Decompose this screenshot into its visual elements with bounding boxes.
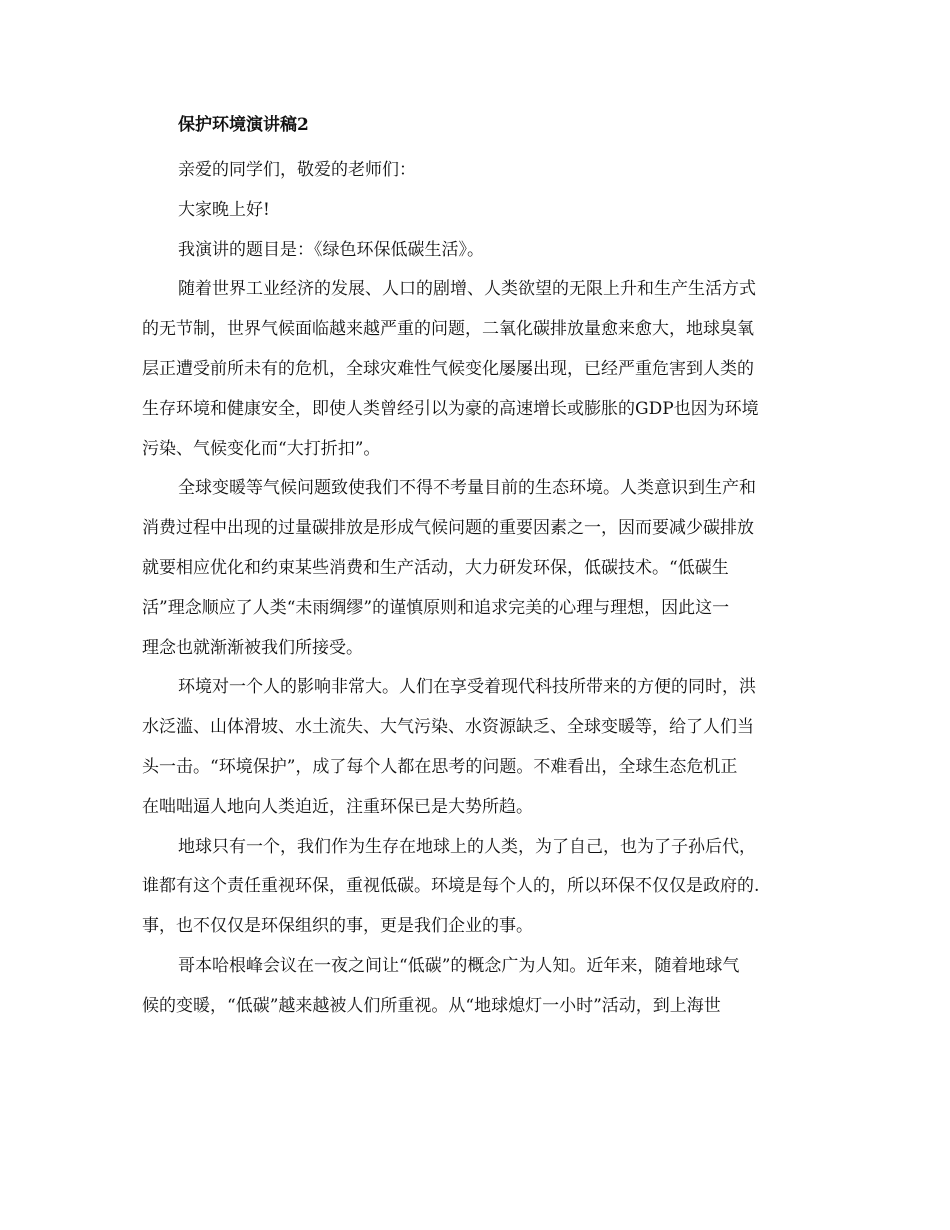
text-line: 候的变暖，“低碳”越来越被人们所重视。从“地球熄灯一小时”活动，到上海世: [142, 995, 721, 1016]
text-line: 活”理念顺应了人类“未雨绸缪”的谨慎原则和追求完美的心理与理想，因此这一: [142, 597, 730, 618]
text-line: 就要相应优化和约束某些消费和生产活动，大力研发环保，低碳技术。“低碳生: [142, 558, 729, 578]
text-line: 的无节制，世界气候面临越来越严重的问题，二氧化碳排放量愈来愈大，地球臭氧: [142, 319, 754, 340]
text-line: 地球只有一个，我们作为生存在地球上的人类，为了自己，也为了子孙后代，: [178, 836, 756, 857]
text-line: 我演讲的题目是：《绿色环保低碳生活》。: [178, 239, 484, 260]
text-line: 水泛滥、山体滑坡、水土流失、大气污染、水资源缺乏、全球变暖等，给了人们当: [142, 717, 754, 738]
text-line: 全球变暖等气候问题致使我们不得不考量目前的生态环境。人类意识到生产和: [178, 478, 756, 499]
text-line: 生存环境和健康安全，即使人类曾经引以为豪的高速增长或膨胀的GDP也因为环境: [142, 398, 759, 419]
text-line: 哥本哈根峰会议在一夜之间让“低碳”的概念广为人知。近年来，随着地球气: [178, 956, 740, 976]
text-line: 谁都有这个责任重视环保，重视低碳。环境是每个人的，所以环保不仅仅是政府的.: [142, 876, 760, 897]
text-line: 理念也就渐渐被我们所接受。: [142, 637, 363, 658]
text-line: 头一击。“环境保护”，成了每个人都在思考的问题。不难看出，全球生态危机正: [142, 757, 738, 777]
text-line: 污染、气候变化而“大打折扣”。: [142, 438, 381, 459]
text-line: 亲爱的同学们，敬爱的老师们：: [178, 160, 416, 180]
text-line: 在咄咄逼人地向人类迫近，注重环保已是大势所趋。: [142, 796, 533, 817]
document-page: [142, 110, 812, 1190]
text-line: 环境对一个人的影响非常大。人们在享受着现代科技所带来的方便的同时，洪: [178, 677, 756, 698]
text-line: 大家晚上好!: [178, 199, 270, 220]
document-title: 保护环境演讲稿2: [178, 115, 309, 135]
text-line: 层正遭受前所未有的危机，全球灾难性气候变化屡屡出现，已经严重危害到人类的: [142, 359, 754, 379]
text-line: 随着世界工业经济的发展、人口的剧增、人类欲望的无限上升和生产生活方式: [178, 279, 756, 300]
text-line: 消费过程中出现的过量碳排放是形成气候问题的重要因素之一，因而要减少碳排放: [142, 518, 754, 539]
text-line: 事，也不仅仅是环保组织的事，更是我们企业的事。: [142, 916, 533, 937]
